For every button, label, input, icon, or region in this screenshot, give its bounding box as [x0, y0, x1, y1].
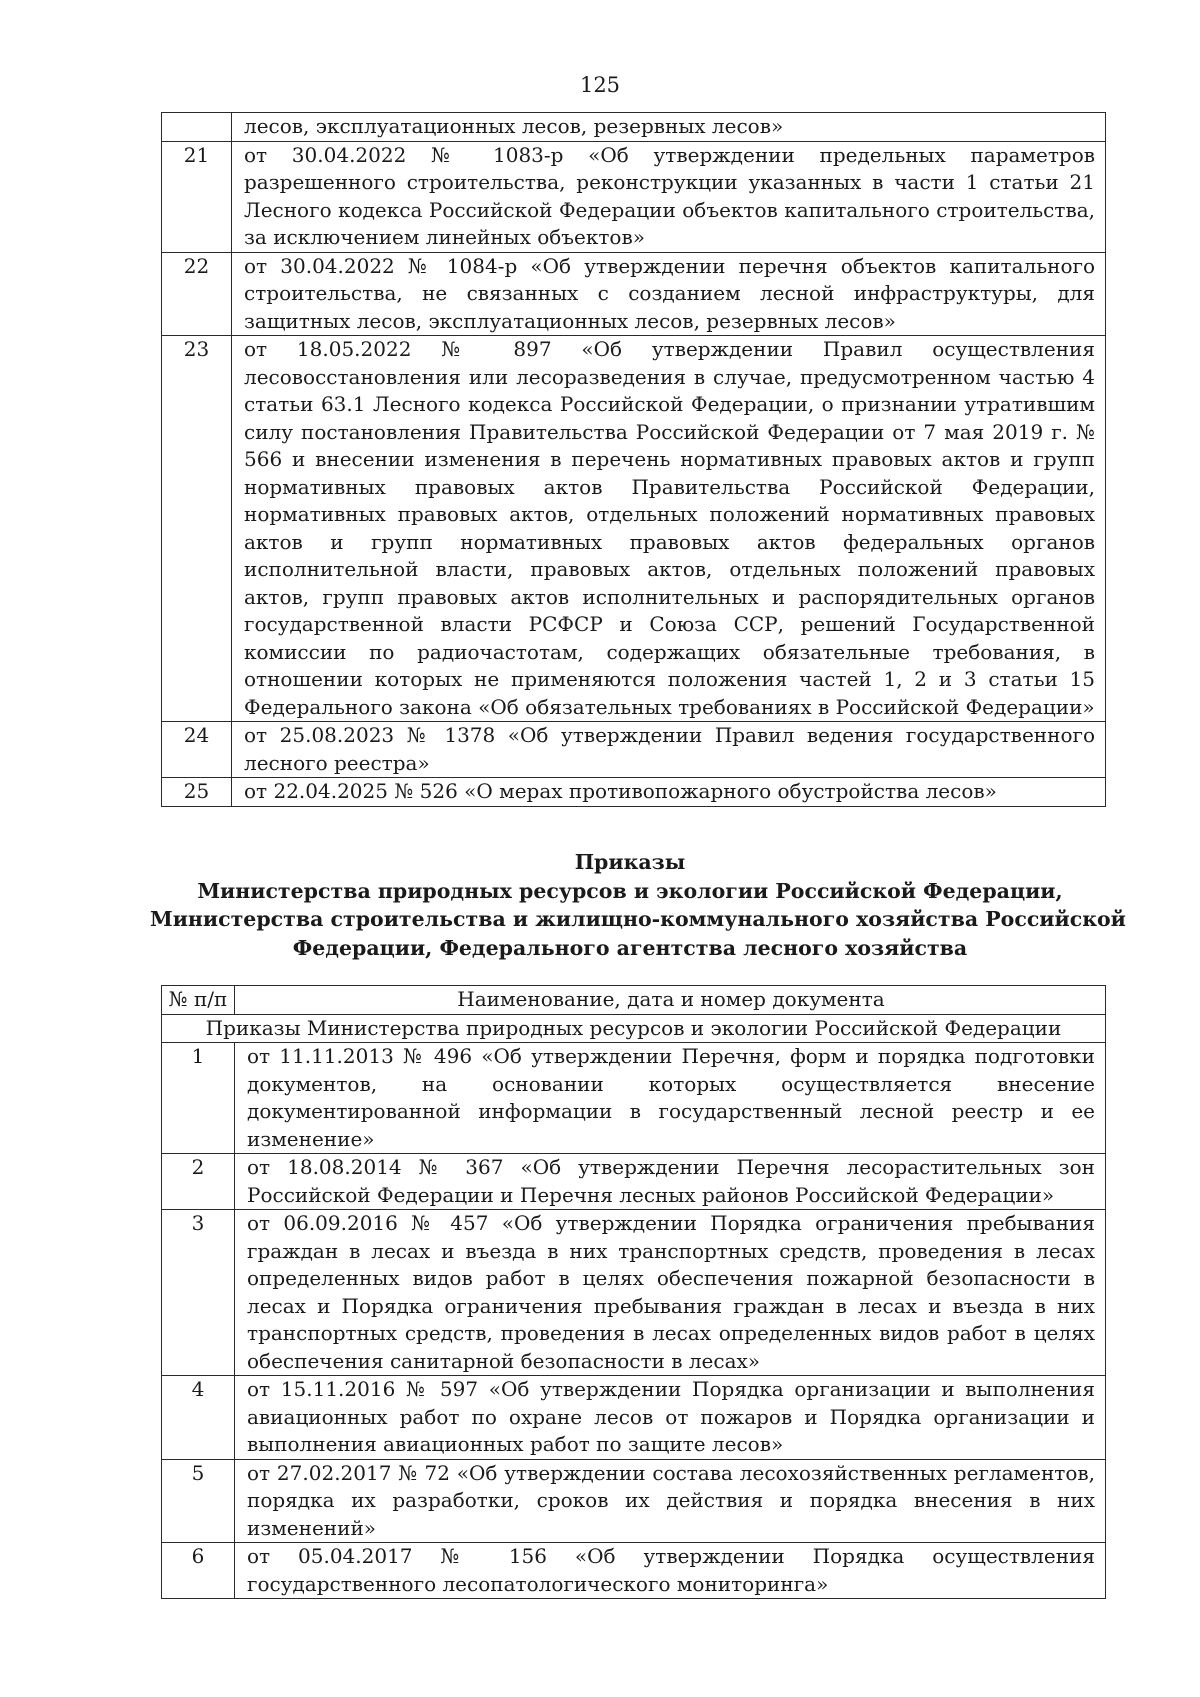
row-text: от 25.08.2023 № 1378 «Об утверждении Правил ведения государственного лесного реестра» — [232, 722, 1106, 778]
section-heading — [150, 848, 1126, 962]
page-number: 125 — [579, 73, 621, 97]
table-header-row — [162, 986, 1106, 1015]
row-text: от 22.04.2025 № 526 «О мерах противопожарного обустройства лесов» — [232, 778, 1106, 807]
row-number: 3 — [162, 1210, 235, 1376]
row-text: от 18.08.2014 № 367 «Об утверждении Перечня лесорастительных зон Российской Федерации и Перечня лесных районов Российской Федерации» — [235, 1154, 1106, 1210]
table-row — [162, 722, 1106, 778]
row-number: 24 — [162, 722, 232, 778]
column-header-number: № п/п — [162, 986, 235, 1015]
row-text: от 06.09.2016 № 457 «Об утверждении Порядка ограничения пребывания граждан в лесах и въезда в них транспортных средств, проведения в лесах определенных видов работ в целях обеспечения пожарной безопасности в лесах и Порядка ограничения пребывания граждан в лесах и въезда в них транспортных средств, проведения в лесах определенных видов работ в целях обеспечения санитарной безопасности в лесах» — [235, 1210, 1106, 1376]
table-row — [162, 336, 1106, 722]
column-header-name: Наименование, дата и номер документа — [235, 986, 1106, 1015]
table-row — [162, 1154, 1106, 1210]
table-row — [162, 1043, 1106, 1154]
table-row — [162, 252, 1106, 336]
row-number: 1 — [162, 1043, 235, 1154]
row-text: от 27.02.2017 № 72 «Об утверждении состава лесохозяйственных регламентов, порядка их разработки, сроков их действия и порядка внесения в них изменений» — [235, 1459, 1106, 1543]
heading-line: Приказы — [574, 850, 686, 874]
row-number: 5 — [162, 1459, 235, 1543]
row-number: 2 — [162, 1154, 235, 1210]
table-row — [162, 1210, 1106, 1376]
row-text: от 15.11.2016 № 597 «Об утверждении Порядка организации и выполнения авиационных работ по охране лесов от пожаров и Порядка организации и выполнения авиационных работ по защите лесов» — [235, 1376, 1106, 1460]
row-text: от 18.05.2022 № 897 «Об утверждении Правил осуществления лесовосстановления или лесоразведения в случае, предусмотренном частью 4 статьи 63.1 Лесного кодекса Российской Федерации, о признании утратившим силу постановления Правительства Российской Федерации от 7 мая 2019 г. № 566 и внесении изменения в перечень нормативных правовых актов и групп нормативных правовых актов Правительства Российской Федерации, нормативных правовых актов, отдельных положений нормативных правовых актов и групп нормативных правовых актов федеральных органов исполнительной власти, правовых актов, отдельных положений правовых актов, групп правовых актов исполнительных и распорядительных органов государственной власти РСФСР и Союза ССР, решений Государственной комиссии по радиочастотам, содержащих обязательные требования, в отношении которых не применяются положения частей 1, 2 и 3 статьи 15 Федерального закона «Об обязательных требованиях в Российской Федерации» — [232, 336, 1106, 722]
table-row — [162, 778, 1106, 807]
row-number: 6 — [162, 1543, 235, 1599]
heading-line: Министерства строительства и жилищно-коммунального хозяйства Российской — [150, 907, 1126, 931]
table-section-row — [162, 1014, 1106, 1043]
row-text: от 30.04.2022 № 1083-р «Об утверждении предельных параметров разрешенного строительства, реконструкции указанных в части 1 статьи 21 Лесного кодекса Российской Федерации объектов капитального строительства, за исключением линейных объектов» — [232, 141, 1106, 252]
row-number — [162, 113, 232, 142]
table-row — [162, 1459, 1106, 1543]
row-text: от 30.04.2022 № 1084-р «Об утверждении перечня объектов капитального строительства, не связанных с созданием лесной инфраструктуры, для защитных лесов, эксплуатационных лесов, резервных лесов» — [232, 252, 1106, 336]
row-number: 22 — [162, 252, 232, 336]
section-title: Приказы Министерства природных ресурсов и экологии Российской Федерации — [162, 1014, 1106, 1043]
table-row — [162, 1543, 1106, 1599]
heading-line: Федерации, Федерального агентства лесного хозяйства — [292, 935, 968, 960]
row-text: лесов, эксплуатационных лесов, резервных лесов» — [232, 113, 1106, 142]
table-row — [162, 113, 1106, 142]
table-row — [162, 141, 1106, 252]
row-text: от 11.11.2013 № 496 «Об утверждении Перечня, форм и порядка подготовки документов, на основании которых осуществляется внесение документированной информации в государственный лесной реестр и ее изменение» — [235, 1043, 1106, 1154]
row-number: 4 — [162, 1376, 235, 1460]
row-number: 25 — [162, 778, 232, 807]
table-government-decrees — [161, 112, 1106, 807]
table-ministry-orders — [161, 985, 1106, 1599]
table-row — [162, 1376, 1106, 1460]
row-number: 23 — [162, 336, 232, 722]
row-text: от 05.04.2017 № 156 «Об утверждении Порядка осуществления государственного лесопатологического мониторинга» — [235, 1543, 1106, 1599]
heading-line: Министерства природных ресурсов и экологии Российской Федерации, — [197, 878, 1063, 903]
row-number: 21 — [162, 141, 232, 252]
